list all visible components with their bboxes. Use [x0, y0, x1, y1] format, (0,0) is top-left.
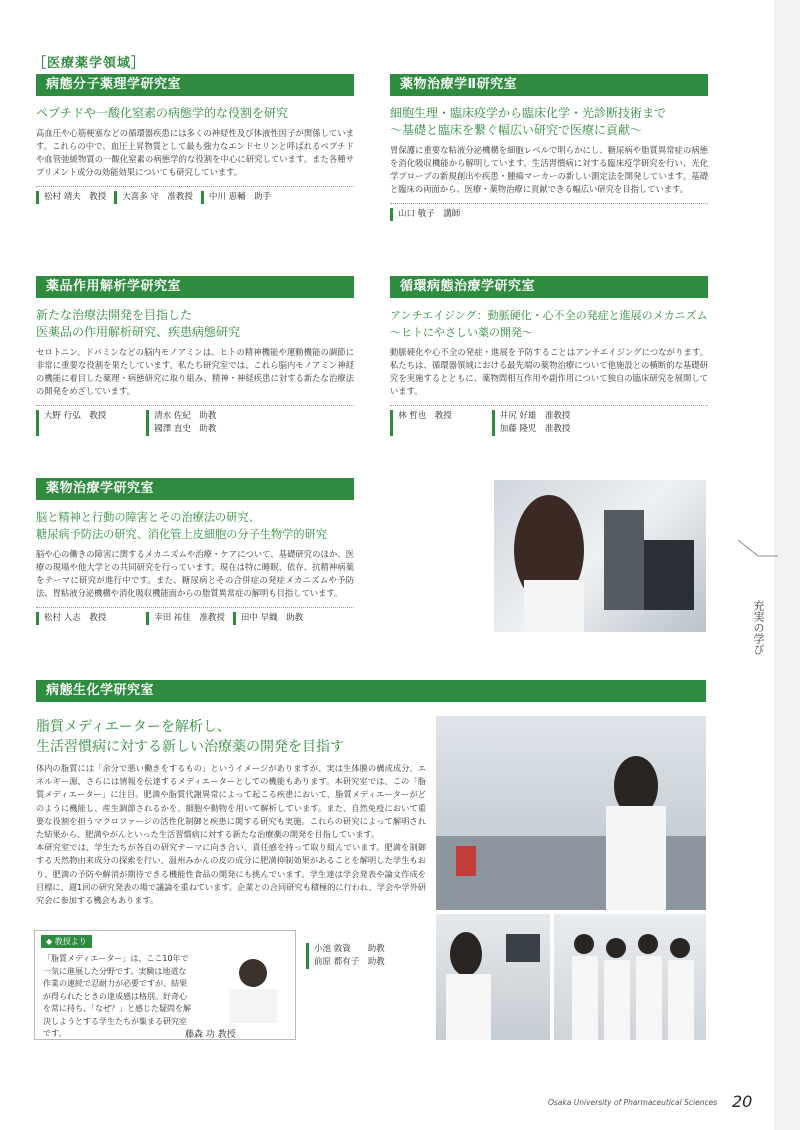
lab-photo	[494, 480, 706, 632]
chevron-decoration	[738, 540, 778, 560]
side-label: 充実の学び	[752, 600, 765, 655]
staff-member: 林 哲也 教授	[398, 411, 452, 421]
staff-column	[36, 612, 106, 625]
lab-photo	[436, 914, 550, 1040]
lab-section	[36, 276, 354, 436]
lab-description: 高血圧や心筋梗塞などの循環器疾患には多くの神経性及び体液性因子が関係しています。これらの中で、血圧上昇物質として最も強力なエンドセリンと呼ばれるペプチドや血管弛緩物質の一酸化窒素の病態学的な役割を中心に研究しています。また各種サプリメント成分の効能効果についても研究しています。	[36, 128, 354, 177]
lab-photo	[554, 914, 706, 1040]
staff-column	[306, 943, 418, 969]
staff-column	[146, 410, 216, 436]
page-number: 20	[732, 1092, 753, 1111]
staff-column	[390, 410, 452, 436]
staff-member: 大喜多 守 准教授	[122, 192, 193, 202]
staff-column	[390, 208, 460, 221]
lab-title: 循環病態治療学研究室	[390, 276, 708, 298]
lab-section	[36, 74, 354, 204]
staff-member: 山口 敬子 講師	[398, 209, 461, 219]
staff-list	[306, 939, 426, 969]
staff-list	[36, 186, 354, 204]
lab-title: 薬物治療学研究室	[36, 478, 354, 500]
side-tab	[774, 0, 800, 1130]
lab-title: 病態生化学研究室	[36, 680, 706, 702]
professor-name: 藤森 功 教授	[185, 1030, 236, 1040]
lab-topic: 細胞生理・臨床疫学から臨床化学・光診断技術まで ～基礎と臨床を繋ぐ幅広い研究で医療に貢献～	[390, 106, 667, 137]
lab-section	[36, 680, 706, 702]
professor-quote: 「脂質メディエーター」は、ここ10年で一気に進展した分野です。実験は地道な作業の連続で忍耐力が必要ですが、結果が得られたときの達成感は格別。好奇心を常に持ち、「なぜ？」と感じた疑問を解決しようとする学生たちが集まる研究室です。	[43, 954, 191, 1038]
lab-topic: ペプチドや一酸化窒素の病態学的な役割を研究	[36, 106, 289, 120]
staff-column	[201, 191, 271, 204]
footer-university: Osaka University of Pharmaceutical Sciences	[548, 1098, 718, 1107]
lab-description: 体内の脂質には「余分で悪い働きをするもの」というイメージがありますが、実は生体膜の構成成分、エネルギー源、さらには情報を伝達するメディエーターとしての機能もあります。本研究室では、この「脂質メディエーター」に注目。肥満や脂質代謝異常によって起こる疾患において、脂質メディエーターがどのように機能し、産生調節されるかを、細胞や動物を用いて解析しています。また、自然免疫において重要な役割を担うマクロファージの活性化制御と疾患に関する研究も実施。これらの研究によって解明された結果から、肥満やがんといった生活習慣病に対する新たな治療薬の開発を目指しています。	[36, 763, 426, 840]
professor-portrait-icon	[215, 949, 291, 1023]
staff-list	[36, 607, 354, 625]
staff-column	[146, 612, 225, 625]
staff-member: 田中 早織 助教	[240, 613, 304, 623]
staff-list	[36, 405, 354, 436]
staff-column	[36, 191, 106, 204]
lab-description: 本研究室では、学生たちが各自の研究テーマに向き合い、責任感を持って取り組んでいます。肥満を制御する天然物由来成分の探索を行い、温州みかんの皮の成分に肥満抑制効果があることを解明した学生もおり、肥満の予防や解消が期待できる機能性食品の開発にも挑んでいます。学生達は学会発表や論文作成を目標に、週1回の研究発表の場で議論を重ねています。企業との合同研究も積極的に行われ、学会や学外研究会に参加する機会もあります。	[36, 842, 426, 906]
staff-member: 前原 都有子 助教	[314, 957, 385, 967]
professor-message-box	[34, 930, 296, 1040]
staff-list	[390, 405, 708, 436]
staff-column	[233, 612, 303, 625]
microscope-scene-icon	[494, 480, 706, 632]
staff-column	[492, 410, 571, 436]
lab-title: 薬物治療学Ⅱ研究室	[390, 74, 708, 96]
lab-description: 動脈硬化や心不全の発症・進展を予防することはアンチエイジングにつながります。私たちは、循環器領域における最先端の薬物治療について他施設との横断的な基礎研究を実施するとともに、薬物間相互作用や副作用について独自の臨床研究を展開しています。	[390, 347, 708, 396]
staff-member: 小池 敦資 助教	[314, 944, 385, 954]
staff-column	[114, 191, 193, 204]
staff-list	[390, 203, 708, 221]
staff-member: 大野 行弘 教授	[44, 411, 107, 421]
lab-section	[390, 276, 708, 436]
staff-member: 清水 佐紀 助教	[154, 411, 217, 421]
lab-title: 病態分子薬理学研究室	[36, 74, 354, 96]
group-scene-icon	[554, 914, 706, 1040]
lab-photo	[436, 716, 706, 910]
lab-section	[390, 74, 708, 221]
lab-description: 脳や心の働きの障害に関するメカニズムや治療・ケアについて、基礎研究のほか、医療の現場や他大学との共同研究を行っています。現在は特に睡眠、依存、抗精神病薬をテーマに研究が進行中です。また、糖尿病とその合併症の発症メカニズムや予防法、胃粘液分泌機構や消化吸収機能面からの脂質異常症の解明も目指しています。	[36, 549, 354, 598]
lab-topic: アンチエイジング：動脈硬化・心不全の発症と進展のメカニズム ～ヒトにやさしい薬の開発～	[390, 309, 708, 339]
staff-member: 松村 人志 教授	[44, 613, 107, 623]
lab-bench-scene-icon	[436, 716, 706, 910]
staff-member: 幸田 祐佳 准教授	[154, 613, 225, 623]
section-heading: ［医療薬学領域］	[33, 56, 146, 71]
lab-description: 胃保護に重要な粘液分泌機構を細胞レベルで明らかにし、糖尿病や脂質異常症の病態を消化吸収機能から解明しています。生活習慣病に対する臨床疫学研究を行い、光化学プローブの新規創出や疾患・腫瘍マーカーの新しい測定法を開発しています。基礎と臨床の両面から、医療・薬物治療に貢献できる幅広い研究を目指しています。	[390, 145, 708, 194]
staff-member: 加藤 隆児 准教授	[499, 424, 571, 434]
staff-member: 國澤 直史 助教	[154, 424, 217, 434]
lab-topic: 新たな治療法開発を目指した 医薬品の作用解析研究、疾患病態研究	[36, 308, 241, 339]
lab-title: 薬品作用解析学研究室	[36, 276, 354, 298]
lab-topic: 脳と精神と行動の障害とその治療法の研究、 糖尿病予防法の研究、消化管上皮細胞の分子生物学的研究	[36, 511, 327, 541]
lab-topic: 脂質メディエーターを解析し、 生活習慣病に対する新しい治療薬の開発を目指す	[36, 719, 344, 755]
lab-content	[36, 708, 426, 907]
staff-member: 中川 恵輔 助手	[208, 192, 272, 202]
staff-member: 松村 靖夫 教授	[44, 192, 107, 202]
lab-section	[36, 478, 354, 625]
staff-member: 井尻 好雄 准教授	[499, 411, 571, 421]
student-scene-icon	[436, 914, 550, 1040]
staff-column	[36, 410, 106, 436]
lab-description: セロトニン、ドパミンなどの脳内モノアミンは、ヒトの精神機能や運動機能の調節に非常に重要な役割を果たしています。私たち研究室では、これら脳内モノアミン神経の機能に着目した薬理・病態研究に取り組み、精神・神経疾患に対する新たな治療法の開発をめざしています。	[36, 347, 354, 396]
professor-tag: ◆ 教授より	[41, 935, 92, 948]
